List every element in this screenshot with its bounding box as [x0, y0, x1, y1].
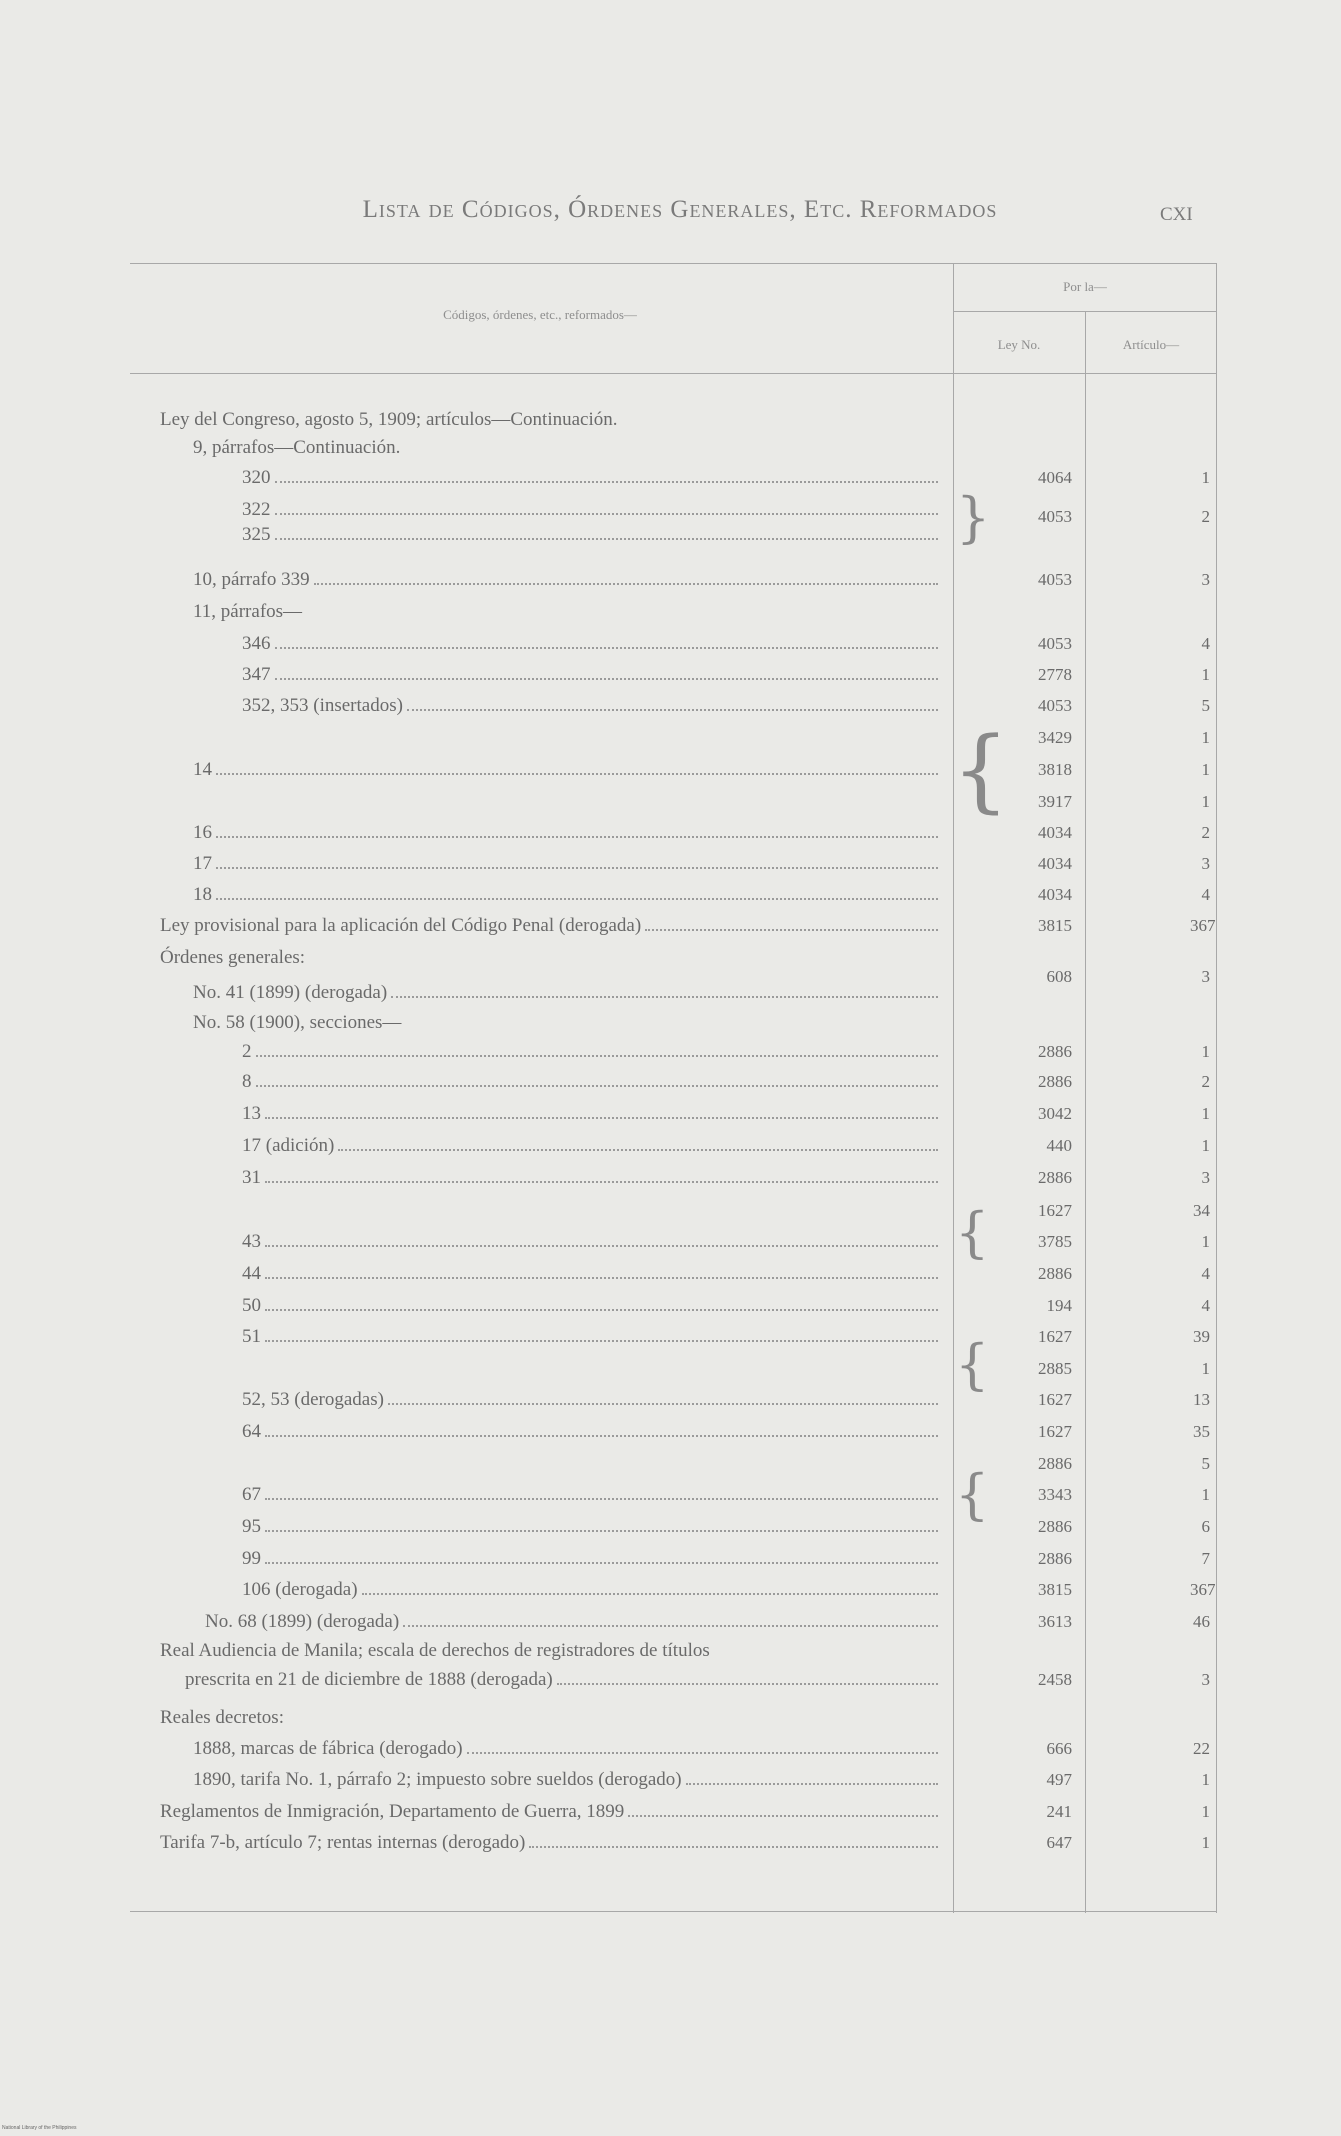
leader-dots: [275, 481, 939, 483]
row-label-text: 16: [193, 822, 212, 843]
article-number: 1: [1201, 468, 1210, 487]
ley-number: 2886: [1038, 1072, 1072, 1091]
article-number: 1: [1201, 792, 1210, 811]
article-number: 13: [1193, 1390, 1210, 1409]
row-label-text: Órdenes generales:: [160, 947, 306, 968]
ley-number: 2458: [1038, 1670, 1072, 1689]
row-label-text: 14: [193, 759, 212, 780]
table-row: [130, 433, 1217, 463]
row-label: [242, 1291, 942, 1321]
leader-dots: [338, 1149, 938, 1151]
article-number: 5: [1201, 1454, 1210, 1473]
brace-left: {: [952, 718, 1010, 823]
leader-dots: [467, 1752, 938, 1754]
column-header-group: Por la—: [1063, 279, 1107, 294]
article-number: 4: [1201, 634, 1210, 653]
article-number: 34: [1193, 1201, 1210, 1220]
table-row: [130, 1354, 1217, 1384]
ley-number: 440: [1046, 1136, 1072, 1155]
article-number: 4: [1201, 1296, 1210, 1315]
row-label-text: 50: [242, 1295, 261, 1316]
article-number: 3: [1201, 570, 1210, 589]
ley-number: 3818: [1038, 760, 1072, 779]
table-row: [130, 1636, 1217, 1666]
row-label: [242, 520, 942, 550]
article-number: 1: [1201, 1136, 1210, 1155]
table-row: [130, 1067, 1217, 1097]
row-label: [242, 629, 942, 659]
ley-number: 3785: [1038, 1232, 1072, 1251]
table-row: [130, 723, 1217, 753]
row-label: [160, 405, 942, 435]
row-label-text: 352, 353 (insertados): [242, 695, 403, 716]
table-row: [130, 1259, 1217, 1289]
ley-number: 4053: [1038, 696, 1072, 715]
row-label-text: 11, párrafos—: [193, 601, 303, 622]
leader-dots: [265, 1181, 938, 1183]
row-label-text: 31: [242, 1167, 261, 1188]
leader-dots: [216, 898, 938, 900]
article-number: 2: [1201, 1072, 1210, 1091]
table-row: [130, 1385, 1217, 1415]
row-label: [193, 818, 942, 848]
row-label: [242, 1196, 942, 1226]
table-row: [130, 1449, 1217, 1479]
ley-number: 1627: [1038, 1422, 1072, 1441]
table-row: [130, 565, 1217, 595]
table-row: [130, 629, 1217, 659]
ley-number: 1627: [1038, 1201, 1072, 1220]
row-label: [242, 1449, 942, 1479]
row-label-text: 322: [242, 499, 271, 520]
row-label: [193, 787, 942, 817]
article-number: 4: [1201, 885, 1210, 904]
article-number: 1: [1201, 1042, 1210, 1061]
row-label: [205, 1607, 942, 1637]
row-label-text: 1890, tarifa No. 1, párrafo 2; impuesto sobre sueldos (derogado): [193, 1769, 682, 1790]
row-label: [242, 1512, 942, 1542]
footer-credit: National Library of the Philippines: [2, 2125, 77, 2131]
row-label-text: 44: [242, 1263, 261, 1284]
leader-dots: [265, 1498, 938, 1500]
table-row: [130, 1765, 1217, 1795]
ley-number: 4034: [1038, 854, 1072, 873]
row-label: [160, 911, 942, 941]
table-row: [130, 1797, 1217, 1827]
column-header-ley: Ley No.: [997, 337, 1041, 352]
article-number: 367: [1190, 1580, 1216, 1599]
ley-number: 1627: [1038, 1327, 1072, 1346]
row-label: [242, 1480, 942, 1510]
row-label-text: 18: [193, 884, 212, 905]
row-label-text: 346: [242, 633, 271, 654]
table-row: [130, 1480, 1217, 1510]
row-label: [242, 1099, 942, 1129]
table-row: [130, 755, 1217, 785]
leader-dots: [265, 1245, 938, 1247]
ley-number: 2778: [1038, 665, 1072, 684]
ley-number: 3815: [1038, 1580, 1072, 1599]
row-label: [193, 978, 942, 1008]
page-header-title: Lista de Códigos, Órdenes Generales, Etc. Reformados: [362, 196, 998, 223]
row-label: [160, 1828, 942, 1858]
ley-number: 666: [1046, 1739, 1072, 1758]
table-top-rule: [130, 263, 1217, 264]
row-label-text: No. 41 (1899) (derogada): [193, 982, 388, 1003]
leader-dots: [275, 513, 939, 515]
table-row: [130, 1607, 1217, 1637]
table-row: [130, 1322, 1217, 1352]
leader-dots: [645, 929, 938, 931]
leader-dots: [275, 538, 939, 540]
article-number: 1: [1201, 1833, 1210, 1852]
article-number: 1: [1201, 1770, 1210, 1789]
leader-dots: [362, 1593, 938, 1595]
article-number: 3: [1201, 854, 1210, 873]
row-label-text: 67: [242, 1484, 261, 1505]
leader-dots: [265, 1309, 938, 1311]
row-label-text: 2: [242, 1041, 252, 1062]
page-number: cxi: [1160, 196, 1193, 226]
table-row: [130, 1512, 1217, 1542]
table-row: [130, 1291, 1217, 1321]
row-label: [193, 723, 942, 753]
table-row: [130, 787, 1217, 817]
article-number: 3: [1201, 1168, 1210, 1187]
row-label: [242, 1227, 942, 1257]
row-label: [242, 1067, 942, 1097]
table-row: [130, 1131, 1217, 1161]
row-label-text: No. 68 (1899) (derogada): [205, 1611, 400, 1632]
ley-number: 194: [1046, 1296, 1072, 1315]
ley-number: 3815: [1038, 916, 1072, 935]
article-number: 1: [1201, 1104, 1210, 1123]
leader-dots: [216, 836, 938, 838]
leader-dots: [391, 996, 938, 998]
column-header-art: Artículo—: [1122, 337, 1180, 352]
row-label: [242, 1385, 942, 1415]
row-label: [242, 1163, 942, 1193]
row-label-text: No. 58 (1900), secciones—: [193, 1012, 402, 1033]
leader-dots: [275, 647, 939, 649]
article-number: 1: [1201, 728, 1210, 747]
row-label: [193, 880, 942, 910]
table-row: [130, 1544, 1217, 1574]
row-label-text: 52, 53 (derogadas): [242, 1389, 384, 1410]
ley-number: 2886: [1038, 1042, 1072, 1061]
row-label-text: 9, párrafos—Continuación.: [193, 437, 401, 458]
ley-number: 2886: [1038, 1168, 1072, 1187]
article-number: 6: [1201, 1517, 1210, 1536]
table-row: [130, 911, 1217, 941]
row-label-text: 106 (derogada): [242, 1579, 358, 1600]
row-label-text: 10, párrafo 339: [193, 569, 310, 590]
article-number: 2: [1201, 823, 1210, 842]
ley-number: 3429: [1038, 728, 1072, 747]
ley-number: 3343: [1038, 1485, 1072, 1504]
ley-number: 2886: [1038, 1517, 1072, 1536]
row-label-text: prescrita en 21 de diciembre de 1888 (derogada): [185, 1669, 553, 1690]
table-row: [130, 405, 1217, 435]
leader-dots: [529, 1846, 938, 1848]
leader-dots: [256, 1055, 939, 1057]
brace-left: {: [955, 1333, 990, 1396]
leader-dots: [265, 1435, 938, 1437]
table-header-rule: [130, 373, 1217, 374]
table-row: [130, 1665, 1217, 1695]
row-label-text: 320: [242, 467, 271, 488]
leader-dots: [275, 678, 939, 680]
ley-number: 608: [1046, 967, 1072, 986]
row-label: [242, 1037, 942, 1067]
brace-left: {: [955, 1463, 990, 1526]
row-label-text: Real Audiencia de Manila; escala de derechos de registradores de títulos: [160, 1640, 710, 1661]
ley-number: 4064: [1038, 468, 1072, 487]
table-row: [130, 691, 1217, 721]
ley-number: 3613: [1038, 1612, 1072, 1631]
row-label: [242, 1259, 942, 1289]
row-label: [193, 1765, 942, 1795]
table-row: [130, 880, 1217, 910]
row-label-text: Ley provisional para la aplicación del Código Penal (derogada): [160, 915, 642, 936]
leader-dots: [265, 1117, 938, 1119]
row-label-text: 17: [193, 853, 212, 874]
article-number: 1: [1201, 1359, 1210, 1378]
table-row: [130, 1099, 1217, 1129]
leader-dots: [388, 1403, 938, 1405]
article-number: 1: [1201, 665, 1210, 684]
row-label-text: 99: [242, 1548, 261, 1569]
row-label-text: Reglamentos de Inmigración, Departamento de Guerra, 1899: [160, 1801, 625, 1822]
row-label: [193, 597, 942, 627]
row-label: [242, 463, 942, 493]
ley-number: 2886: [1038, 1454, 1072, 1473]
ley-number: 2885: [1038, 1359, 1072, 1378]
row-label: [242, 1354, 942, 1384]
table-row: [130, 1734, 1217, 1764]
article-number: 1: [1201, 1232, 1210, 1251]
row-label-text: 1888, marcas de fábrica (derogado): [193, 1738, 463, 1759]
ley-number: 2886: [1038, 1549, 1072, 1568]
article-number: 1: [1201, 1485, 1210, 1504]
row-label: [160, 1797, 942, 1827]
brace-left: {: [955, 1201, 990, 1264]
row-label: [193, 755, 942, 785]
article-number: 22: [1193, 1739, 1210, 1758]
table-row: [130, 463, 1217, 493]
leader-dots: [265, 1562, 938, 1564]
table-bottom-rule: [130, 1911, 1217, 1912]
ley-number: 241: [1046, 1802, 1072, 1821]
leader-dots: [256, 1085, 939, 1087]
row-label-text: 13: [242, 1103, 261, 1124]
column-header-main: Códigos, órdenes, etc., reformados—: [443, 307, 637, 322]
row-label-text: Tarifa 7-b, artículo 7; rentas internas (derogado): [160, 1832, 526, 1853]
article-number: 367: [1190, 916, 1216, 935]
row-label: [242, 1131, 942, 1161]
row-label-text: Ley del Congreso, agosto 5, 1909; artículos—Continuación.: [160, 409, 618, 430]
article-number: 1: [1201, 760, 1210, 779]
leader-dots: [686, 1783, 938, 1785]
row-label-text: 325: [242, 524, 271, 545]
row-label: [242, 691, 942, 721]
row-label: [193, 433, 942, 463]
row-label: [242, 1544, 942, 1574]
row-label: [242, 660, 942, 690]
table-row: [130, 1163, 1217, 1193]
article-number: 35: [1193, 1422, 1210, 1441]
article-number: 4: [1201, 1264, 1210, 1283]
article-number: 3: [1201, 967, 1210, 986]
row-label-text: 43: [242, 1231, 261, 1252]
row-label: [160, 943, 942, 973]
row-label: [160, 1636, 942, 1666]
article-number: 1: [1201, 1802, 1210, 1821]
article-number: 2: [1201, 507, 1210, 526]
table-row: [130, 1417, 1217, 1447]
row-label-text: 17 (adición): [242, 1135, 335, 1156]
leader-dots: [216, 867, 938, 869]
ley-number: 4053: [1038, 634, 1072, 653]
row-label-text: 347: [242, 664, 271, 685]
ley-number: 2886: [1038, 1264, 1072, 1283]
table-row: [130, 1037, 1217, 1067]
row-label: [242, 1322, 942, 1352]
row-label: [160, 1703, 942, 1733]
ley-number: 497: [1046, 1770, 1072, 1789]
article-number: 3: [1201, 1670, 1210, 1689]
leader-dots: [557, 1683, 938, 1685]
table-row: [130, 1828, 1217, 1858]
article-number: 5: [1201, 696, 1210, 715]
ley-number: 4034: [1038, 885, 1072, 904]
article-number: 39: [1193, 1327, 1210, 1346]
table-row: [130, 1008, 1217, 1038]
leader-dots: [628, 1815, 938, 1817]
ley-number: 4053: [1038, 507, 1072, 526]
ley-number: 3917: [1038, 792, 1072, 811]
row-label-text: 8: [242, 1071, 252, 1092]
ley-number: 1627: [1038, 1390, 1072, 1409]
table-row: [130, 818, 1217, 848]
row-label: [193, 1008, 942, 1038]
table-row: [130, 967, 1217, 1008]
leader-dots: [216, 773, 938, 775]
leader-dots: [265, 1530, 938, 1532]
row-label-text: 95: [242, 1516, 261, 1537]
ley-number: 4034: [1038, 823, 1072, 842]
table-row: [130, 597, 1217, 627]
brace-right: }: [956, 486, 991, 549]
article-number: 7: [1201, 1549, 1210, 1568]
table-row: [130, 1575, 1217, 1605]
table-row: [130, 1703, 1217, 1733]
table-row: [130, 1227, 1217, 1257]
row-label: [242, 1417, 942, 1447]
row-label: [193, 849, 942, 879]
table-row: [130, 1196, 1217, 1226]
leader-dots: [403, 1625, 938, 1627]
ley-number: 4053: [1038, 570, 1072, 589]
row-label-text: 51: [242, 1326, 261, 1347]
leader-dots: [314, 583, 938, 585]
table-row: [130, 660, 1217, 690]
leader-dots: [407, 709, 938, 711]
ley-number: 3042: [1038, 1104, 1072, 1123]
amendments-table: [130, 263, 1217, 1913]
row-label-text: Reales decretos:: [160, 1707, 284, 1728]
ley-number: 647: [1046, 1833, 1072, 1852]
row-label: [193, 1734, 942, 1764]
row-label: [185, 1665, 942, 1695]
row-label: [242, 1575, 942, 1605]
row-label: [193, 565, 942, 595]
row-label-text: 64: [242, 1421, 261, 1442]
article-number: 46: [1193, 1612, 1210, 1631]
table-row: [130, 849, 1217, 879]
leader-dots: [265, 1277, 938, 1279]
leader-dots: [265, 1340, 938, 1342]
